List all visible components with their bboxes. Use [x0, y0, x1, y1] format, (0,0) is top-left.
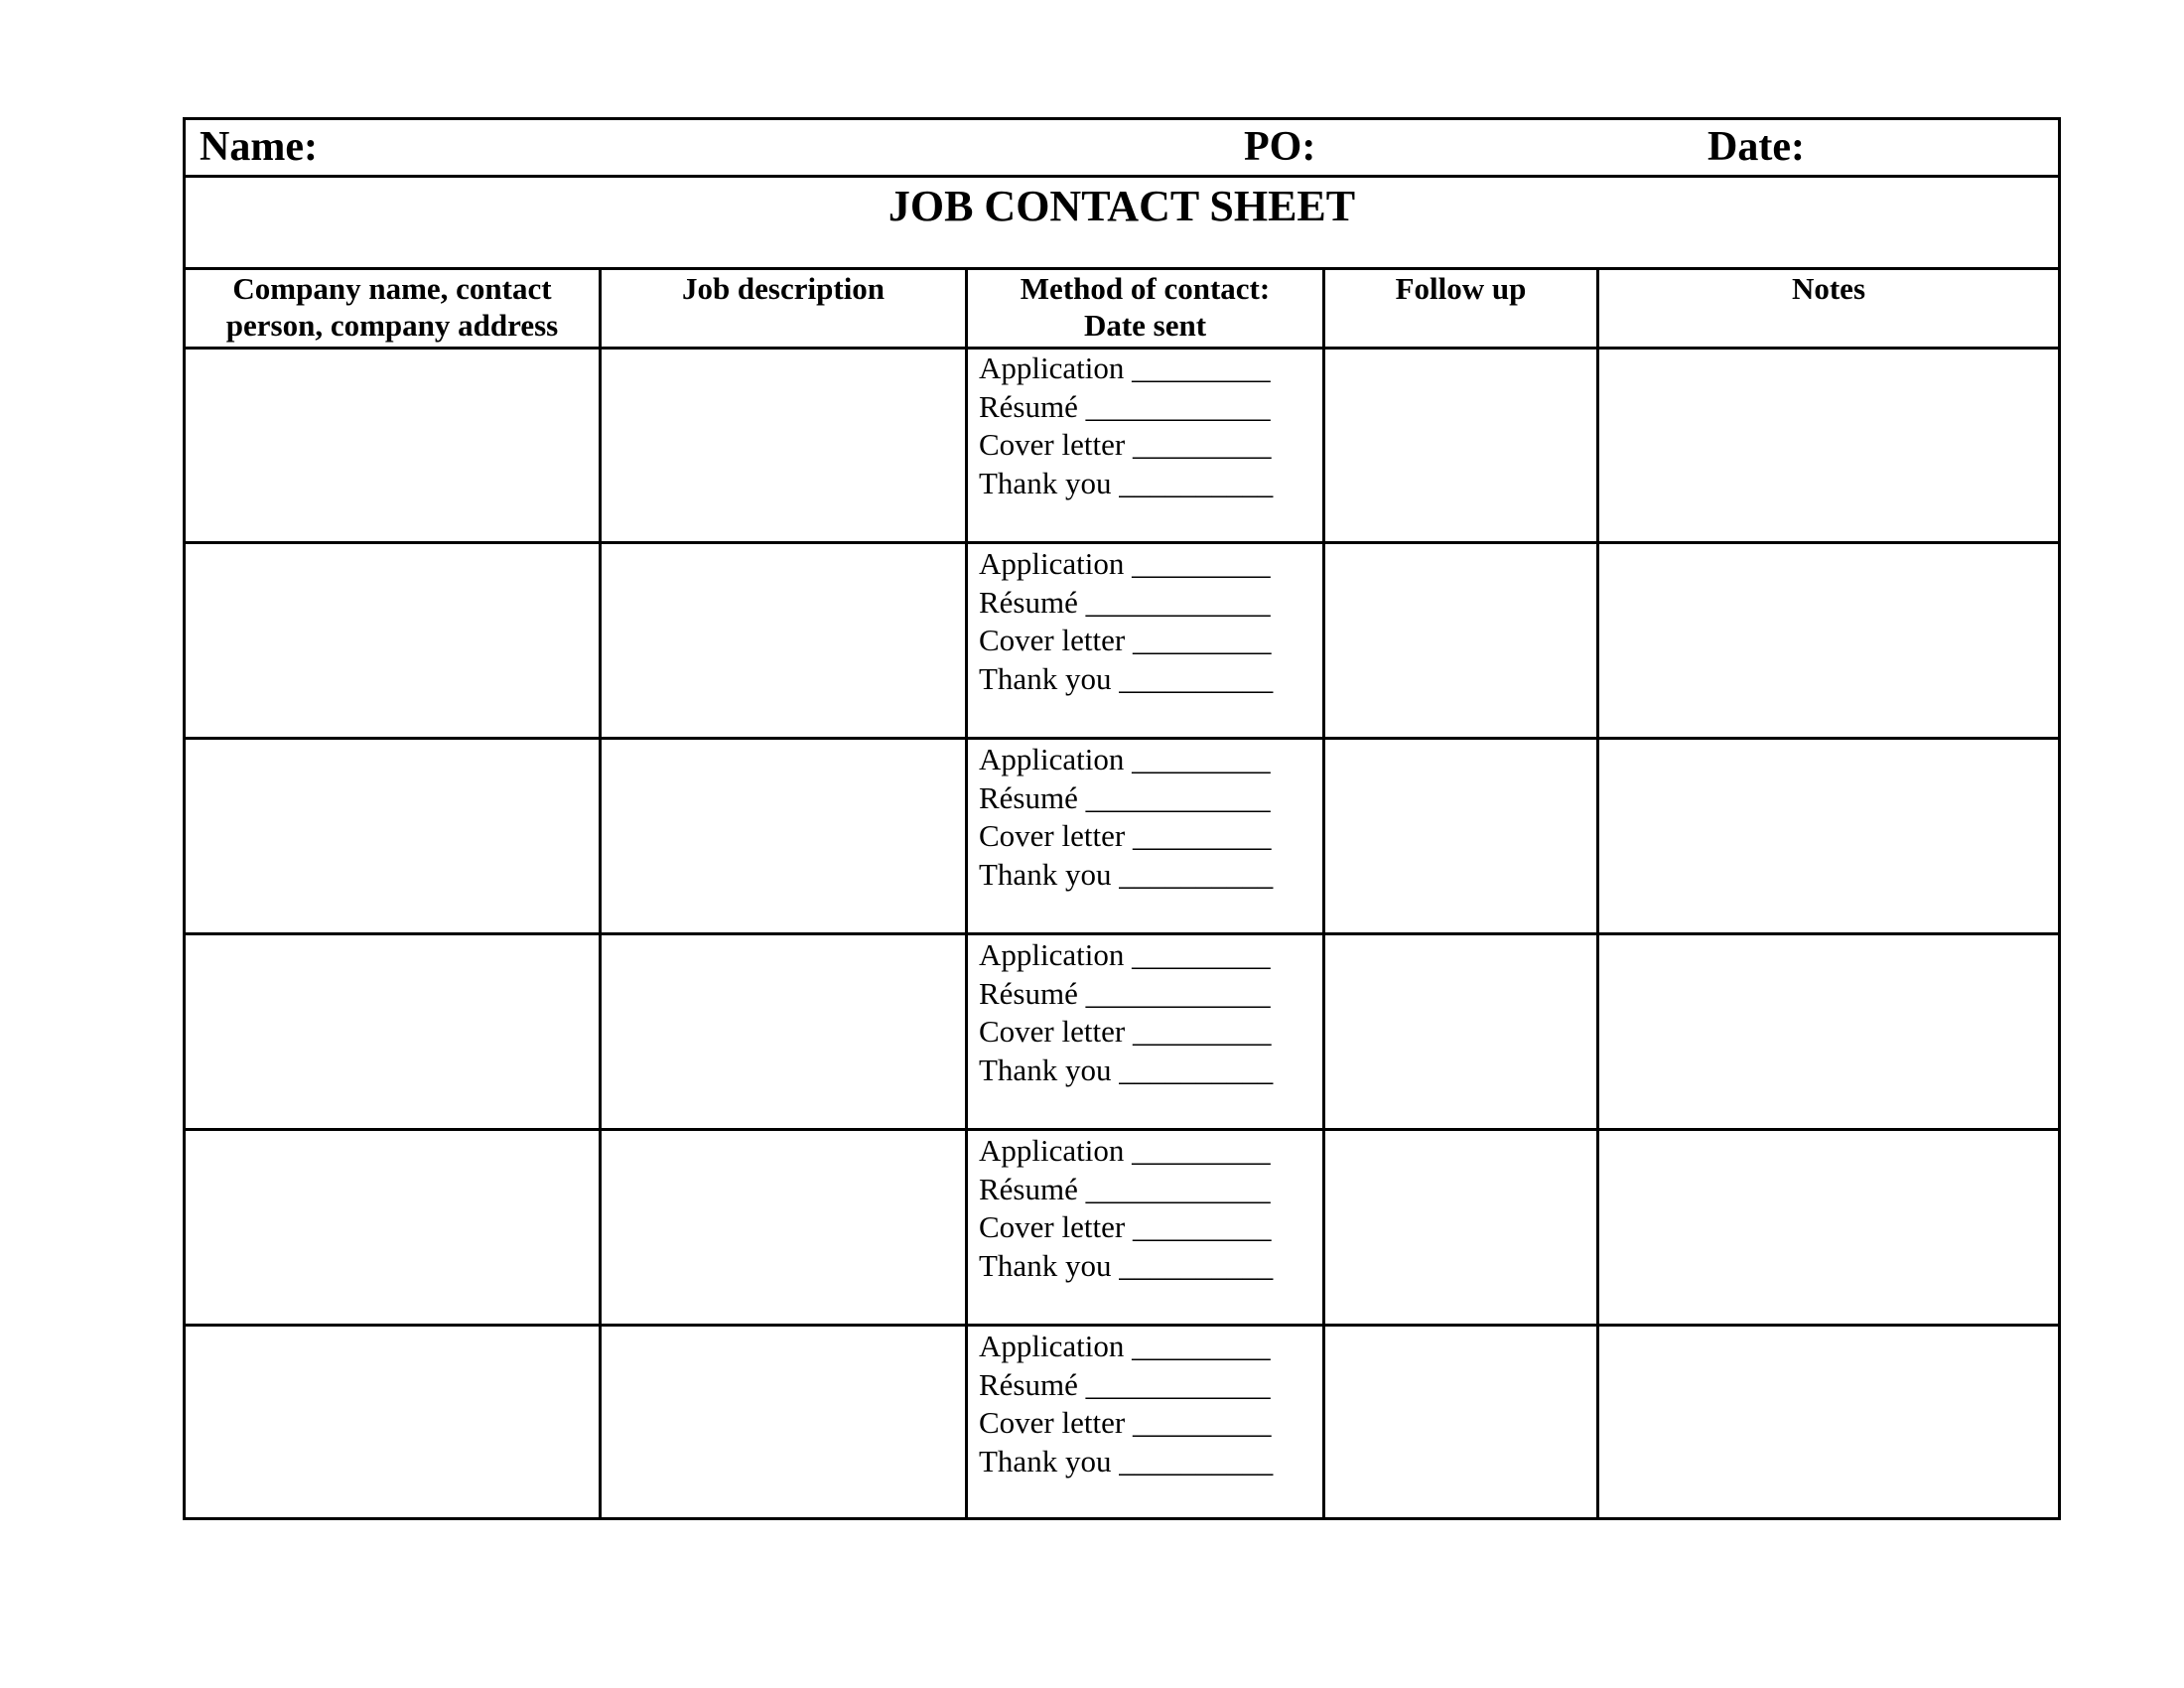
method-of-contact-list — [979, 350, 1273, 502]
column-header-company — [186, 270, 599, 344]
cover-letter-field[interactable]: Cover letter _________ — [979, 818, 1272, 853]
resume-field[interactable]: Résumé ____________ — [979, 1171, 1271, 1206]
thank-you-field[interactable]: Thank you __________ — [979, 1052, 1274, 1087]
method-of-contact-list — [979, 1328, 1273, 1480]
po-label: PO: — [1244, 124, 1316, 170]
thank-you-field[interactable]: Thank you __________ — [979, 856, 1274, 892]
row-divider — [183, 1128, 2061, 1131]
application-field[interactable]: Application _________ — [979, 351, 1271, 385]
column-header-method — [968, 270, 1322, 344]
resume-field[interactable]: Résumé ____________ — [979, 388, 1271, 424]
method-of-contact-list — [979, 1132, 1273, 1285]
application-field[interactable]: Application _________ — [979, 937, 1271, 972]
application-field[interactable]: Application _________ — [979, 742, 1271, 776]
column-header-company-line1: Company name, contact — [232, 271, 552, 306]
row-divider — [183, 932, 2061, 935]
method-of-contact-list — [979, 741, 1273, 894]
page-title: JOB CONTACT SHEET — [887, 182, 1356, 230]
thank-you-field[interactable]: Thank you __________ — [979, 1247, 1274, 1283]
column-divider — [1596, 267, 1599, 1520]
resume-field[interactable]: Résumé ____________ — [979, 779, 1271, 815]
column-header-job-description: Job description — [681, 271, 886, 306]
thank-you-field[interactable]: Thank you __________ — [979, 465, 1274, 500]
application-field[interactable]: Application _________ — [979, 1133, 1271, 1168]
cover-letter-field[interactable]: Cover letter _________ — [979, 1209, 1272, 1244]
column-header-notes: Notes — [1791, 271, 1866, 306]
column-header-company-line2: person, company address — [225, 308, 559, 343]
row-divider — [183, 737, 2061, 740]
column-header-method-line2: Date sent — [1083, 308, 1207, 343]
resume-field[interactable]: Résumé ____________ — [979, 584, 1271, 620]
thank-you-field[interactable]: Thank you __________ — [979, 660, 1274, 696]
row-divider — [183, 1324, 2061, 1327]
column-divider — [965, 267, 968, 1520]
column-header-method-line1: Method of contact: — [1020, 271, 1271, 306]
name-label: Name: — [200, 124, 318, 170]
thank-you-field[interactable]: Thank you __________ — [979, 1443, 1274, 1478]
method-of-contact-list — [979, 545, 1273, 698]
application-field[interactable]: Application _________ — [979, 546, 1271, 581]
date-label: Date: — [1707, 124, 1805, 170]
cover-letter-field[interactable]: Cover letter _________ — [979, 1014, 1272, 1049]
method-of-contact-list — [979, 936, 1273, 1089]
cover-letter-field[interactable]: Cover letter _________ — [979, 1405, 1272, 1440]
column-header-follow-up: Follow up — [1395, 271, 1527, 306]
column-divider — [599, 267, 602, 1520]
application-field[interactable]: Application _________ — [979, 1329, 1271, 1363]
resume-field[interactable]: Résumé ____________ — [979, 975, 1271, 1011]
row-divider — [183, 541, 2061, 544]
resume-field[interactable]: Résumé ____________ — [979, 1366, 1271, 1402]
cover-letter-field[interactable]: Cover letter _________ — [979, 427, 1272, 462]
column-divider — [1322, 267, 1325, 1520]
cover-letter-field[interactable]: Cover letter _________ — [979, 623, 1272, 657]
